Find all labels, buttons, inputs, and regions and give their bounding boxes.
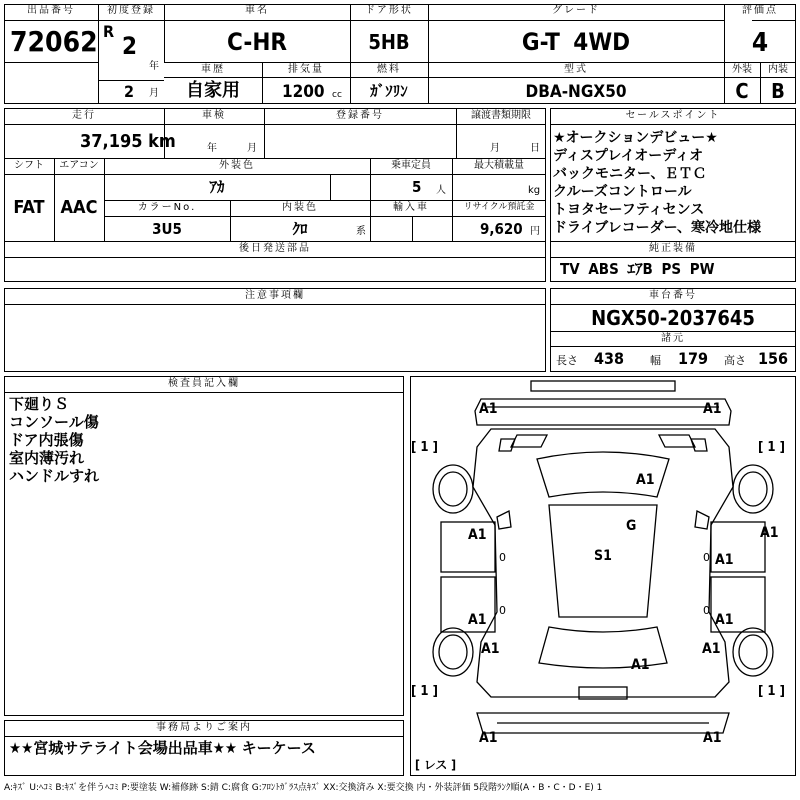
chassis-number: NGX50-2037645 (591, 306, 755, 330)
history-label: 車歴 (201, 64, 225, 75)
aircon-label: エアコン (59, 160, 99, 171)
exterior-color: ｱｶ (209, 178, 225, 196)
car-name: C-HR (226, 28, 288, 56)
inspection-month-unit: 月 (247, 143, 257, 154)
damage-mark: A1 (468, 527, 487, 543)
grade: G-T 4WD (521, 28, 631, 56)
score-label: 評価点 (742, 5, 778, 16)
damage-mark: A1 (715, 612, 734, 628)
registration-month: 2 (124, 82, 135, 101)
notes-label: 注意事項欄 (245, 290, 305, 301)
model-label: 型式 (564, 64, 588, 75)
inspector-note: コンソール傷 (9, 413, 99, 431)
interior-color-label: 内装色 (282, 202, 318, 213)
shift-label: シフト (14, 160, 44, 171)
spare-tire: [ レス ] (415, 758, 457, 772)
tire-depth: [ 1 ] (758, 684, 785, 699)
interior-color: ｸﾛ (292, 220, 308, 238)
tire-depth: [ 1 ] (758, 440, 785, 455)
width: 179 (678, 349, 709, 368)
displacement-label: 排気量 (288, 64, 324, 75)
exterior-label: 外装 (732, 64, 752, 75)
equipment-label: 純正装備 (649, 243, 697, 254)
legend: A:ｷｽﾞ U:ﾍｺﾐ B:ｷｽﾞを伴うﾍｺﾐ P:要塗装 W:補修跡 S:錆 C:腐食 G:ﾌﾛﾝﾄｶﾞﾗｽ点ｷｽﾞ XX:交換済み X:要交換 内・外装評価 5段階ﾗﾝｸ順(A・B・C・D・E) 1 (4, 783, 603, 793)
damage-mark: A1 (636, 472, 655, 488)
exterior-grade: C (735, 79, 749, 103)
registration-number-label: 登録番号 (336, 110, 384, 121)
car-damage-diagram (411, 377, 795, 775)
tire-depth: [ 1 ] (411, 440, 438, 455)
damage-mark: A1 (468, 612, 487, 628)
capacity: 5 (412, 178, 422, 196)
recycle-deposit: 9,620 (480, 220, 523, 238)
damage-mark-extra: A1 (703, 730, 722, 746)
capacity-unit: 人 (436, 185, 446, 196)
door-type: 5HB (368, 30, 410, 54)
door-type-label: ドア形状 (365, 5, 413, 16)
damage-mark: S1 (594, 548, 612, 564)
model-code: DBA-NGX50 (525, 82, 627, 102)
sales-points-label: セールスポイント (625, 110, 721, 121)
office-notice: ★★宮城サテライト会場出品車★★ キーケース (9, 739, 316, 757)
inspector-note: 室内薄汚れ (9, 449, 85, 467)
panel-zero: 0 (499, 604, 506, 617)
inspection-year-unit: 年 (207, 143, 217, 154)
shift: FAT (13, 197, 45, 218)
damage-mark: A1 (715, 552, 734, 568)
fuel-label: 燃料 (377, 64, 401, 75)
specs-label: 諸元 (661, 333, 685, 344)
history: 自家用 (186, 80, 240, 101)
mileage-label: 走行 (72, 110, 96, 121)
transfer-day-unit: 日 (530, 143, 540, 154)
later-shipping-parts-label: 後日発送部品 (239, 243, 311, 254)
import-label: 輸入車 (393, 202, 429, 213)
lot-number: 72062 (10, 25, 98, 58)
panel-zero: 0 (703, 604, 710, 617)
aircon: AAC (60, 197, 98, 218)
panel-zero: 0 (499, 551, 506, 564)
office-notice-label: 事務局よりご案内 (156, 722, 252, 733)
interior-label: 内装 (768, 64, 788, 75)
damage-mark: A1 (479, 730, 498, 746)
transfer-month-unit: 月 (490, 143, 500, 154)
length-label: 長さ (556, 354, 578, 367)
fuel: ｶﾞｿﾘﾝ (370, 82, 408, 100)
interior-grade: B (771, 79, 785, 103)
damage-mark: G (626, 518, 637, 534)
inspector-notes-label: 検査員記入欄 (168, 378, 240, 389)
max-load-unit: kg (528, 185, 541, 196)
damage-mark: A1 (760, 525, 779, 541)
length: 438 (594, 349, 625, 368)
sales-point: トヨタセーフティセンス (553, 202, 705, 218)
color-number-label: カラーNo. (137, 202, 197, 213)
sales-point: ドライブレコーダー、寒冷地仕様 (553, 220, 762, 236)
first-registration-label: 初度登録 (107, 5, 155, 16)
panel-zero: 0 (703, 551, 710, 564)
recycle-unit: 円 (530, 226, 540, 237)
sales-points-list (553, 129, 761, 237)
sales-point: バックモニター、ＥＴＣ (553, 166, 707, 182)
width-label: 幅 (650, 354, 661, 367)
transfer-document-deadline-label: 譲渡書類期限 (471, 110, 531, 121)
score: 4 (751, 28, 769, 58)
max-load-label: 最大積載量 (474, 160, 524, 171)
inspector-note: ハンドルすれ (9, 467, 100, 485)
displacement-unit: cc (332, 90, 342, 100)
inspection-label: 車検 (202, 110, 226, 121)
month-unit: 月 (149, 88, 159, 99)
recycle-deposit-label: リサイクル預託金 (463, 202, 535, 212)
sales-point: ★オークションデビュー★ (553, 130, 718, 146)
damage-mark: A1 (702, 641, 721, 657)
sales-point: クルーズコントロール (553, 184, 692, 200)
damage-mark: A1 (481, 641, 500, 657)
color-number: 3U5 (152, 220, 182, 238)
damage-mark: A1 (703, 401, 722, 417)
interior-color-unit: 系 (356, 226, 366, 237)
mileage: 37,195 km (80, 131, 176, 152)
capacity-label: 乗車定員 (391, 160, 431, 171)
inspector-notes-list (9, 395, 99, 485)
height: 156 (758, 349, 789, 368)
exterior-color-label: 外装色 (219, 160, 255, 171)
height-label: 高さ (724, 354, 746, 367)
inspector-note: 下廻りＳ (9, 395, 70, 413)
registration-year: 2 (122, 32, 138, 60)
lot-number-label: 出品番号 (27, 5, 75, 16)
tire-depth: [ 1 ] (411, 684, 438, 699)
year-unit: 年 (149, 61, 159, 72)
sales-point: ディスプレイオーディオ (553, 148, 704, 164)
damage-mark: A1 (479, 401, 498, 417)
equipment-list: TV ABS ｴｱB PS PW (560, 260, 715, 278)
era: R (103, 22, 115, 41)
displacement: 1200 (282, 82, 325, 102)
inspector-note: ドア内張傷 (9, 431, 84, 449)
car-name-label: 車名 (245, 5, 269, 16)
chassis-number-label: 車台番号 (649, 290, 697, 301)
grade-label: グレード (552, 5, 600, 16)
damage-mark: A1 (631, 657, 650, 673)
